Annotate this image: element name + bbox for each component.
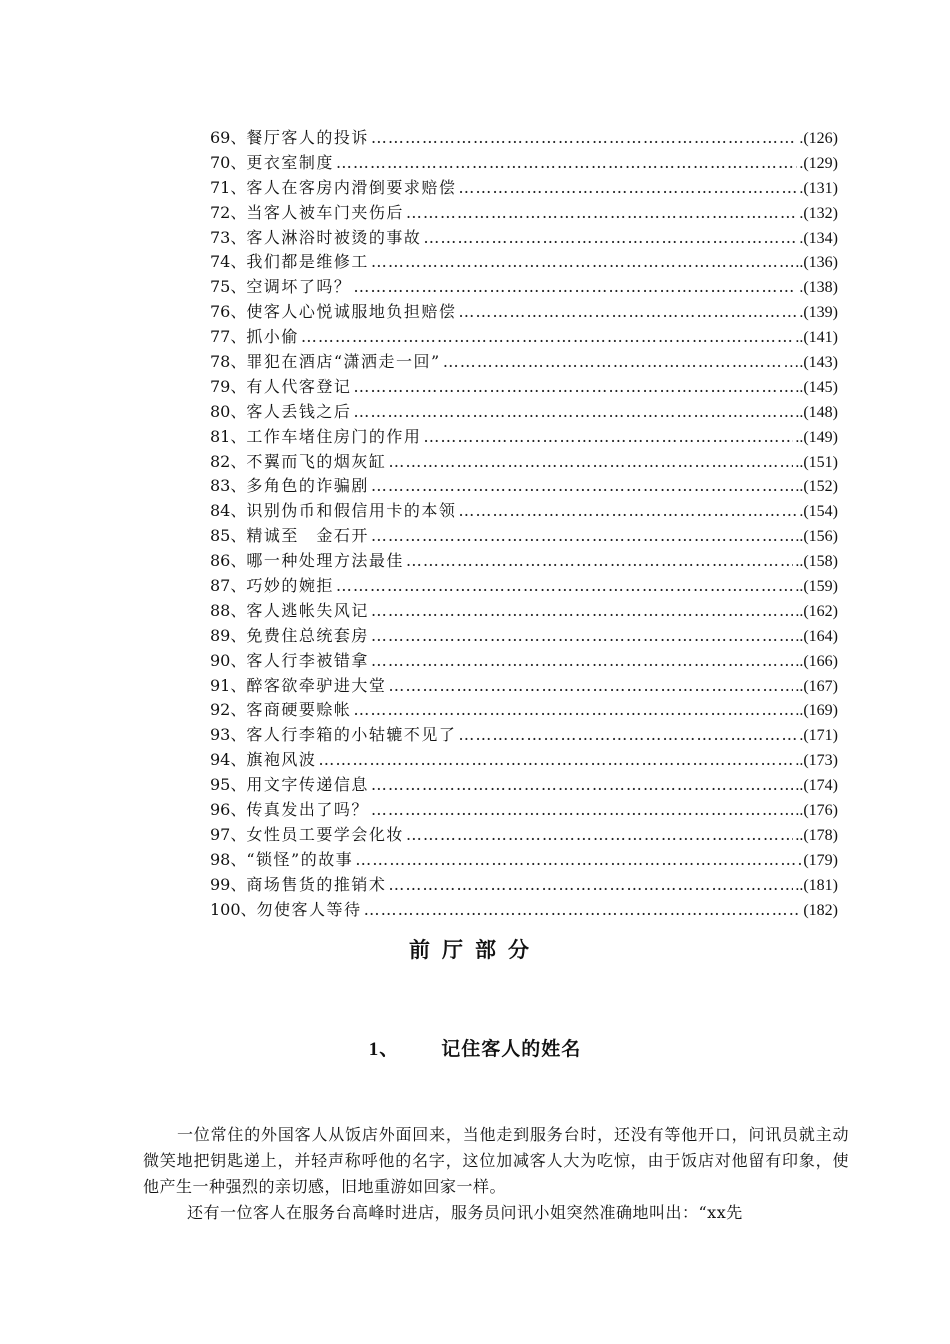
toc-dot-leader (388, 450, 793, 475)
toc-entry-title: 客人行李箱的小轱辘不见了 (246, 725, 457, 745)
toc-dot-leader (388, 873, 793, 898)
toc-entry (210, 275, 838, 300)
toc-entry (210, 350, 838, 375)
toc-entry (210, 748, 838, 773)
paragraph: 一位常住的外国客人从饭店外面回来，当他走到服务台时，还没有等他开口，问讯员就主动微笑地把钥匙递上，并轻声称呼他的名字，这位加减客人大为吃惊，由于饭店对他留有印象，使他产生一种强烈的亲切感，旧地重游如回家一样。 (143, 1125, 849, 1196)
toc-entry-page: ..(136) (795, 254, 838, 272)
toc-entry-page: .(154) (799, 503, 838, 521)
toc-entry-number: 95、 (210, 775, 247, 795)
toc-entry (210, 723, 838, 748)
toc-dot-leader (353, 400, 793, 425)
toc-entry-number: 73、 (210, 227, 247, 247)
toc-entry-number: 71、 (210, 177, 247, 197)
article-number: 1、 (368, 1039, 400, 1060)
toc-dot-leader (353, 275, 797, 300)
toc-dot-leader (353, 698, 793, 723)
toc-entry-number: 91、 (210, 675, 247, 695)
toc-entry-page: ..(158) (795, 553, 838, 571)
toc-dot-leader (423, 425, 793, 450)
toc-entry-title: 商场售货的推销术 (246, 874, 387, 894)
toc-dot-leader (406, 823, 793, 848)
toc-entry-page: ..(167) (795, 677, 838, 695)
toc-entry (210, 798, 838, 823)
toc-entry-number: 87、 (210, 576, 247, 596)
toc-entry (210, 226, 838, 251)
toc-dot-leader (371, 250, 793, 275)
toc-entry-title: 旗袍风波 (246, 750, 317, 770)
toc-entry-page: ..(176) (795, 802, 838, 820)
toc-entry-number: 99、 (210, 874, 247, 894)
toc-entry-page: ..(162) (795, 602, 838, 620)
toc-dot-leader (371, 798, 793, 823)
toc-entry (210, 599, 838, 624)
toc-dot-leader (336, 151, 797, 176)
toc-entry (210, 201, 838, 226)
toc-entry-title: 女性员工要学会化妆 (246, 824, 404, 844)
toc-entry-page: .(126) (799, 130, 838, 147)
toc-entry-page: ..(169) (795, 702, 838, 720)
toc-entry (210, 873, 838, 898)
toc-entry-title: 用文字传递信息 (246, 775, 369, 795)
toc-entry-number: 93、 (210, 725, 247, 745)
toc-dot-leader (318, 748, 793, 773)
toc-entry (210, 450, 838, 475)
toc-entry (210, 176, 838, 201)
toc-entry-number: 90、 (210, 650, 247, 670)
toc-entry-page: ..(151) (795, 453, 838, 471)
toc-entry-page: .(139) (799, 304, 838, 322)
toc-entry-page: ..(149) (795, 428, 838, 446)
toc-entry (210, 126, 838, 151)
toc-entry-title: 传真发出了吗？ (246, 800, 369, 820)
toc-entry-title: 更衣室制度 (246, 152, 334, 172)
toc-entry-number: 97、 (210, 824, 247, 844)
toc-entry-title: 巧妙的婉拒 (246, 576, 334, 596)
toc-entry-page: ..(159) (795, 578, 838, 596)
toc-entry-number: 98、 (210, 849, 247, 869)
toc-entry (210, 300, 838, 325)
toc-entry-page: ..(166) (795, 652, 838, 670)
toc-entry-number: 86、 (210, 551, 247, 571)
toc-entry-page: .(138) (799, 279, 838, 297)
toc-entry-number: 85、 (210, 526, 247, 546)
toc-entry-number: 81、 (210, 426, 247, 446)
toc-entry-number: 78、 (210, 352, 247, 372)
toc-entry (210, 151, 838, 176)
toc-entry-number: 80、 (210, 401, 247, 421)
toc-entry-page: .(134) (799, 229, 838, 247)
toc-dot-leader (371, 524, 793, 549)
section-title: 前厅部分 (409, 937, 541, 962)
toc-entry (210, 624, 838, 649)
toc-entry-page: (182) (803, 901, 838, 919)
toc-entry (210, 474, 838, 499)
toc-dot-leader (458, 176, 797, 201)
toc-dot-leader (406, 201, 797, 226)
toc-dot-leader (301, 325, 793, 350)
toc-entry-title: 免费住总统套房 (246, 625, 369, 645)
toc-entry-title: 识别伪币和假信用卡的本领 (246, 501, 457, 521)
toc-entry-title: 我们都是维修工 (246, 252, 369, 272)
toc-entry-number: 76、 (210, 302, 247, 322)
toc-entry-number: 84、 (210, 501, 247, 521)
toc-entry-number: 82、 (210, 451, 247, 471)
toc-dot-leader (355, 848, 801, 873)
toc-entry-number: 92、 (210, 700, 247, 720)
toc-entry-title: 醉客欲牵驴进大堂 (246, 675, 387, 695)
toc-entry-page: ..(156) (795, 528, 838, 546)
toc-entry-number: 94、 (210, 750, 247, 770)
toc-entry (210, 549, 838, 574)
toc-entry (210, 400, 838, 425)
toc-dot-leader (371, 126, 797, 151)
toc-entry-title: 使客人心悦诚服地负担赔偿 (246, 302, 457, 322)
toc-dot-leader (364, 898, 802, 923)
toc-dot-leader (458, 300, 797, 325)
toc-entry-number: 69、 (210, 128, 247, 147)
toc-entry-title: 客人在客房内滑倒要求赔偿 (246, 177, 457, 197)
toc-entry-title: 精诚至 金石开 (246, 526, 369, 546)
article-title (0, 1034, 950, 1061)
toc-entry-title: 空调坏了吗？ (246, 277, 352, 297)
toc-entry-title: 哪一种处理方法最佳 (246, 551, 404, 571)
toc-entry-number: 83、 (210, 476, 247, 496)
toc-entry-title: 有人代客登记 (246, 376, 352, 396)
toc-dot-leader (443, 350, 782, 375)
toc-dot-leader (371, 599, 793, 624)
paragraph: 还有一位客人在服务台高峰时进店，服务员问讯小姐突然准确地叫出：“xx先 (187, 1203, 743, 1222)
toc-entry-title: 多角色的诈骗剧 (246, 476, 369, 496)
toc-entry-title: 不翼而飞的烟灰缸 (246, 451, 387, 471)
toc-entry-number: 89、 (210, 625, 247, 645)
toc-entry-number: 96、 (210, 800, 247, 820)
toc-entry-number: 74、 (210, 252, 247, 272)
toc-entry-page: ….(143) (783, 354, 838, 372)
toc-dot-leader (371, 474, 793, 499)
toc-entry-page: ..(181) (795, 876, 838, 894)
article-title-text: 记住客人的姓名 (441, 1038, 582, 1060)
toc-entry-title: 餐厅客人的投诉 (246, 128, 369, 147)
toc-entry-page: ..(141) (795, 329, 838, 347)
toc-entry-page: .(129) (799, 154, 838, 172)
toc-entry-page: ..(174) (795, 777, 838, 795)
toc-entry (210, 574, 838, 599)
toc-entry-title: 客人行李被错拿 (246, 650, 369, 670)
toc-entry-number: 88、 (210, 600, 247, 620)
toc-entry-page: ..(178) (795, 826, 838, 844)
toc-entry (210, 325, 838, 350)
toc-entry (210, 499, 838, 524)
toc-entry-title: 勿使客人等待 (256, 899, 362, 919)
toc-entry-number: 70、 (210, 152, 247, 172)
toc-entry (210, 674, 838, 699)
toc-dot-leader (336, 574, 793, 599)
toc-entry (210, 250, 838, 275)
toc-dot-leader (423, 226, 797, 251)
toc-entry-page: ..(152) (795, 478, 838, 496)
toc-entry (210, 898, 838, 923)
toc-entry-title: 客人逃帐失风记 (246, 600, 369, 620)
toc-entry-title: 抓小偷 (246, 327, 299, 347)
toc-dot-leader (388, 674, 793, 699)
toc-entry-title: 客人淋浴时被烫的事故 (246, 227, 422, 247)
toc-entry (210, 375, 838, 400)
toc-entry-title: 罪犯在酒店“潇洒走一回” (246, 352, 441, 372)
toc-entry-page: ..(145) (795, 378, 838, 396)
toc-entry-page: ..(148) (795, 403, 838, 421)
toc-entry-title: 客人丢钱之后 (246, 401, 352, 421)
toc-entry-number: 72、 (210, 202, 247, 222)
toc-entry-page: .(132) (799, 204, 838, 222)
toc-dot-leader (458, 723, 797, 748)
toc-entry (210, 698, 838, 723)
toc-entry-title: 客商硬要赊帐 (246, 700, 352, 720)
toc-entry-page: ..(164) (795, 627, 838, 645)
table-of-contents (210, 126, 838, 923)
toc-entry-page: (179) (803, 851, 838, 869)
toc-entry (210, 823, 838, 848)
toc-entry-number: 77、 (210, 327, 247, 347)
toc-dot-leader (371, 773, 793, 798)
toc-entry-title: “锁怪”的故事 (246, 849, 354, 869)
toc-dot-leader (353, 375, 793, 400)
toc-entry-title: 当客人被车门夹伤后 (246, 202, 404, 222)
article-body (143, 1122, 849, 1226)
toc-entry (210, 773, 838, 798)
toc-entry-page: ..(173) (795, 752, 838, 770)
toc-entry-page: .(171) (799, 727, 838, 745)
toc-entry-title: 工作车堵住房门的作用 (246, 426, 422, 446)
toc-entry (210, 524, 838, 549)
toc-dot-leader (406, 549, 793, 574)
toc-dot-leader (371, 649, 793, 674)
toc-entry (210, 649, 838, 674)
toc-entry-number: 75、 (210, 277, 247, 297)
toc-entry-number: 79、 (210, 376, 247, 396)
toc-entry (210, 848, 838, 873)
toc-dot-leader (458, 499, 797, 524)
toc-entry-page: .(131) (799, 179, 838, 197)
toc-dot-leader (371, 624, 793, 649)
toc-entry-number: 100、 (210, 899, 257, 919)
toc-entry (210, 425, 838, 450)
